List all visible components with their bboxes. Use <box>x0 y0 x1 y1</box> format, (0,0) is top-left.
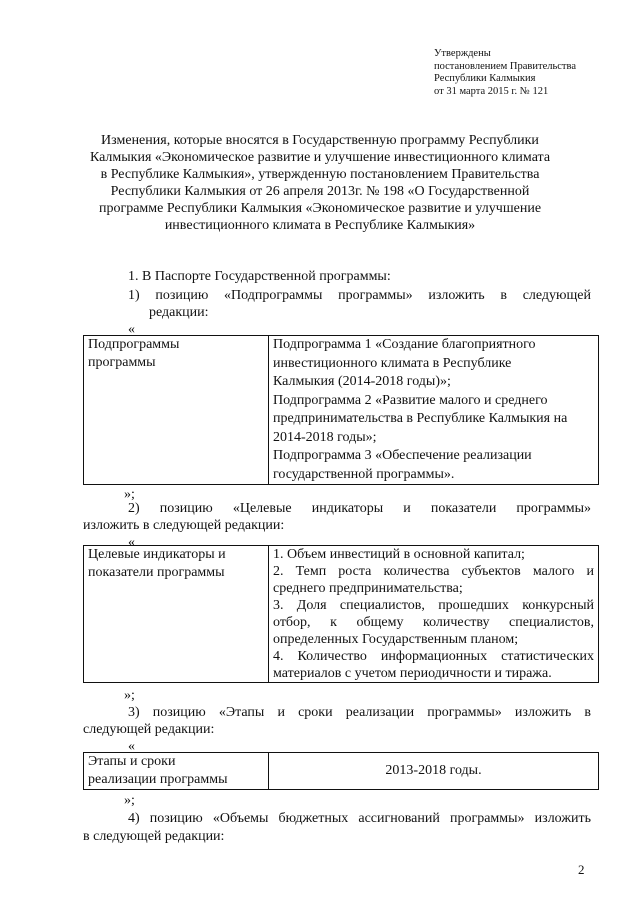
table-content-cell: 1. Объем инвестиций в основной капитал; 2. Темп роста количества субъектов малого и среднего предпринимательства; 3. Доля специалистов, прошедших конкурсный отбор, к общему количеству специалистов, определенных Государственным планом; 4. Количество информационных статистических материалов с учетом периодичности и тиража. <box>269 546 599 683</box>
approval-line: от 31 марта 2015 г. № 121 <box>434 85 549 97</box>
indicators-table <box>83 545 599 683</box>
stages-table <box>83 752 599 790</box>
title-line: Республики Калмыкия от 26 апреля 2013г. № 198 «О Государственной <box>110 184 530 199</box>
approval-stamp <box>434 48 576 98</box>
item4-line2: в следующей редакции: <box>83 829 225 844</box>
table-content-cell: Подпрограмма 1 «Создание благоприятного инвестиционного климата в Республике Калмыкия (2014-2018 годы)»; Подпрограмма 2 «Развитие малого и среднего предпринимательства в Республике Калмыкия на 2014-2018 годы»; Подпрограмма 3 «Обеспечение реализации государственной программы». <box>269 336 599 485</box>
item3-line2: следующей редакции: <box>83 722 215 737</box>
approval-line: Утверждены <box>434 48 491 59</box>
approval-line: постановлением Правительства <box>434 60 577 72</box>
title-line: инвестиционного климата в Республике Калмыкия» <box>164 218 476 233</box>
table-row <box>84 753 599 790</box>
table-content-cell: 2013-2018 годы. <box>269 753 599 790</box>
table-label-cell: Этапы и сроки реализации программы <box>84 753 269 790</box>
title-line: программе Республики Калмыкия «Экономическое развитие и улучшение <box>98 201 542 216</box>
quote-close: »; <box>124 793 135 808</box>
page-number: 2 <box>578 862 585 877</box>
item1-line1: 1) позицию «Подпрограммы программы» изложить в следующей <box>128 288 591 303</box>
quote-open: « <box>128 739 135 754</box>
item4-line1: 4) позицию «Объемы бюджетных ассигнований программы» изложить <box>128 811 591 826</box>
table-label-cell: Подпрограммы программы <box>84 336 269 485</box>
item3-line1: 3) позицию «Этапы и сроки реализации программы» изложить в <box>128 705 591 720</box>
approval-line: Республики Калмыкия <box>434 73 536 84</box>
document-title <box>60 132 580 234</box>
title-line: Изменения, которые вносятся в Государственную программу Республики <box>101 133 539 148</box>
quote-close: »; <box>124 487 135 502</box>
title-line: в Республике Калмыкия», утвержденную постановлением Правительства <box>100 167 540 182</box>
item2-line2: изложить в следующей редакции: <box>83 518 285 533</box>
title-line: Калмыкия «Экономическое развитие и улучшение инвестиционного климата <box>89 150 551 165</box>
subprograms-table <box>83 335 599 485</box>
table-label-cell: Целевые индикаторы и показатели программы <box>84 546 269 683</box>
section-heading: 1. В Паспорте Государственной программы: <box>128 269 391 284</box>
table-row <box>84 336 599 485</box>
item1-line2: редакции: <box>149 305 209 320</box>
table-row <box>84 546 599 683</box>
quote-close: »; <box>124 688 135 703</box>
quote-open: « <box>128 322 135 337</box>
item2-line1: 2) позицию «Целевые индикаторы и показатели программы» <box>128 501 591 516</box>
quote-open: « <box>128 535 135 550</box>
